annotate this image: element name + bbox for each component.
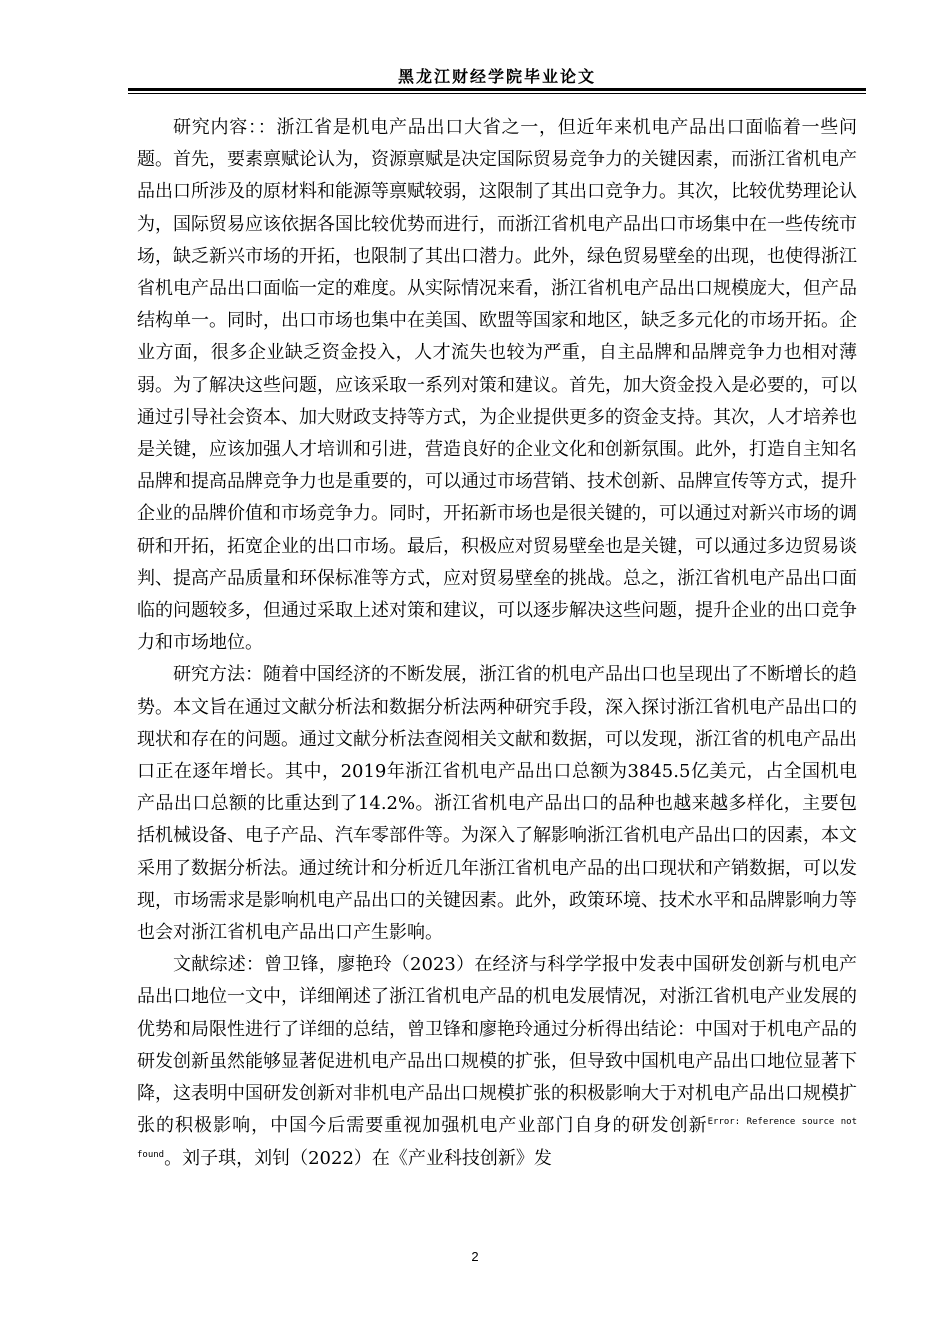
document-body bbox=[137, 112, 857, 1175]
page-number: 2 bbox=[471, 1249, 479, 1264]
literature-review-text: 文献综述：曾卫锋，廖艳玲（2023）在经济与科学学报中发表中国研发创新与机电产品出口地位一文中，详细阐述了浙江省机电产品的机电发展情况，对浙江省机电产业发展的优势和局限性进行了详细的总结，曾卫锋和廖艳玲通过分析得出结论：中国对于机电产品的研发创新虽然能够显著促进机电产品出口规模的扩张，但导致中国机电产品出口地位显著下降，这表明中国研发创新对非机电产品出口规模扩张的积极影响大于对机电产品出口规模扩张的积极影响，中国今后需要重视加强机电产业部门自身的研发创新 bbox=[137, 954, 857, 1137]
literature-review-continuation: 。刘子琪，刘钊（2022）在《产业科技创新》发 bbox=[164, 1147, 552, 1169]
paragraph-literature-review bbox=[137, 949, 857, 1174]
header-divider-thin bbox=[128, 93, 866, 94]
reference-error-superscript: Error: Reference source not found bbox=[137, 1117, 857, 1160]
paragraph-research-methods: 研究方法：随着中国经济的不断发展，浙江省的机电产品出口也呈现出了不断增长的趋势。本文旨在通过文献分析法和数据分析法两种研究手段，深入探讨浙江省机电产品出口的现状和存在的问题。通过文献分析法查阅相关文献和数据，可以发现，浙江省的机电产品出口正在逐年增长。其中，2019年浙江省机电产品出口总额为3845.5亿美元，占全国机电产品出口总额的比重达到了14.2%。浙江省机电产品出口的品种也越来越多样化，主要包括机械设备、电子产品、汽车零部件等。为深入了解影响浙江省机电产品出口的因素，本文采用了数据分析法。通过统计和分析近几年浙江省机电产品的出口现状和产销数据，可以发现，市场需求是影响机电产品出口的关键因素。此外，政策环境、技术水平和品牌影响力等也会对浙江省机电产品出口产生影响。 bbox=[137, 664, 857, 944]
header-divider-thick bbox=[128, 88, 866, 91]
paragraph-research-content: 研究内容：：浙江省是机电产品出口大省之一，但近年来机电产品出口面临着一些问题。首先，要素禀赋论认为，资源禀赋是决定国际贸易竞争力的关键因素，而浙江省机电产品出口所涉及的原材料和能源等禀赋较弱，这限制了其出口竞争力。其次，比较优势理论认为，国际贸易应该依据各国比较优势而进行，而浙江省机电产品出口市场集中在一些传统市场，缺乏新兴市场的开拓，也限制了其出口潜力。此外，绿色贸易壁垒的出现，也使得浙江省机电产品出口面临一定的难度。从实际情况来看，浙江省机电产品出口规模庞大，但产品结构单一。同时，出口市场也集中在美国、欧盟等国家和地区，缺乏多元化的市场开拓。企业方面，很多企业缺乏资金投入，人才流失也较为严重，自主品牌和品牌竞争力也相对薄弱。为了解决这些问题，应该采取一系列对策和建议。首先，加大资金投入是必要的，可以通过引导社会资本、加大财政支持等方式，为企业提供更多的资金支持。其次，人才培养也是关键，应该加强人才培训和引进，营造良好的企业文化和创新氛围。此外，打造自主知名品牌和提高品牌竞争力也是重要的，可以通过市场营销、技术创新、品牌宣传等方式，提升企业的品牌价值和市场竞争力。同时，开拓新市场也是很关键的，可以通过对新兴市场的调研和开拓，拓宽企业的出口市场。最后，积极应对贸易壁垒也是关键，可以通过多边贸易谈判、提高产品质量和环保标准等方式，应对贸易壁垒的挑战。总之，浙江省机电产品出口面临的问题较多，但通过采取上述对策和建议，可以逐步解决这些问题，提升企业的出口竞争力和市场地位。 bbox=[137, 117, 857, 654]
document-header-title: 黑龙江财经学院毕业论文 bbox=[397, 67, 596, 86]
